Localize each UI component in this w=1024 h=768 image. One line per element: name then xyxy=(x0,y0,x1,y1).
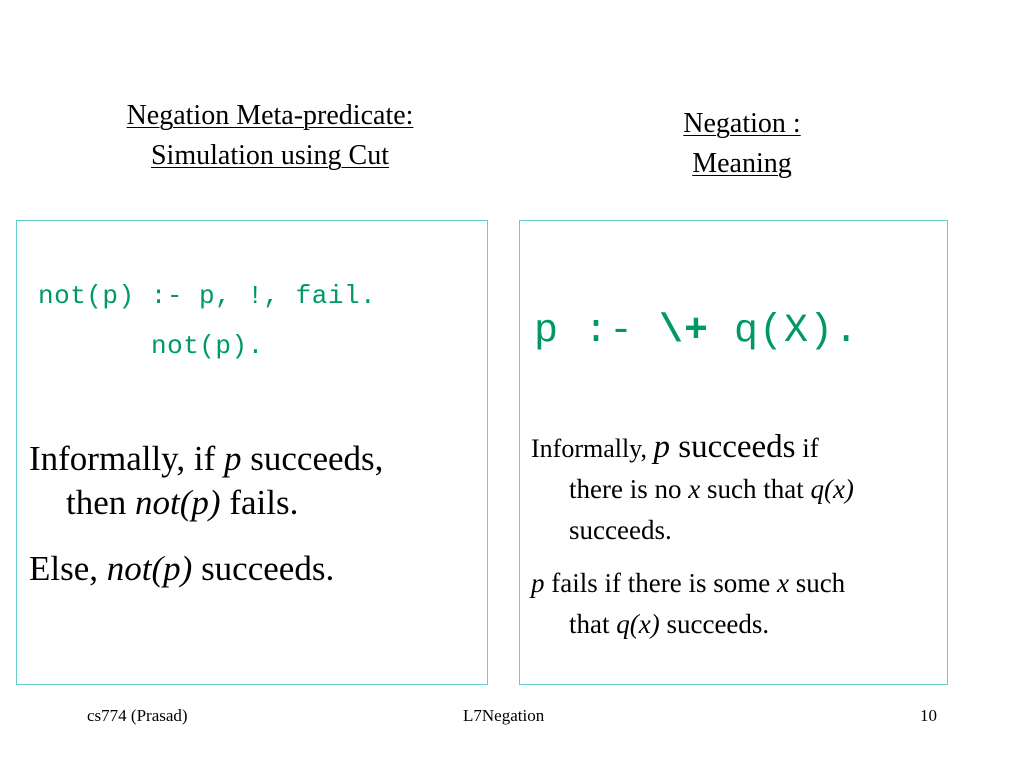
text: there is no xyxy=(569,474,689,504)
text: Informally, if xyxy=(29,439,225,478)
text: x xyxy=(688,474,701,504)
left-paragraph-2 xyxy=(29,547,469,591)
left-content-box xyxy=(16,220,488,685)
negation-operator: \+ xyxy=(659,309,710,354)
text: succeeds. xyxy=(569,515,672,545)
code-line-2: not(p). xyxy=(151,331,264,361)
text: if xyxy=(795,433,819,463)
footer-course: cs774 (Prasad) xyxy=(87,706,188,725)
left-paragraph-1 xyxy=(29,437,469,525)
rule-body: q(X). xyxy=(709,309,860,354)
text: q(x) xyxy=(616,609,660,639)
text: x xyxy=(776,568,789,598)
rule-code xyxy=(534,309,859,354)
text: p xyxy=(531,568,545,598)
right-heading-line1: Negation : xyxy=(683,108,801,139)
text: p xyxy=(653,429,670,465)
right-paragraph-2 xyxy=(531,563,941,645)
footer-page-number: 10 xyxy=(920,706,937,725)
right-paragraph-1 xyxy=(531,427,941,551)
text: succeeds. xyxy=(659,609,770,639)
text: not(p) xyxy=(135,483,221,522)
left-heading-line2: Simulation using Cut xyxy=(150,140,390,171)
text: such that xyxy=(700,474,811,504)
text: succeeds. xyxy=(192,549,335,588)
rule-head: p :- xyxy=(534,309,660,354)
text: Else, xyxy=(29,549,107,588)
text: fails if there is some xyxy=(544,568,777,598)
right-content-box xyxy=(519,220,948,685)
text: q(x) xyxy=(810,474,854,504)
text: then xyxy=(66,483,136,522)
text: fails. xyxy=(220,483,299,522)
text: not(p) xyxy=(106,549,193,588)
code-line-1: not(p) :- p, !, fail. xyxy=(38,281,377,311)
text: Informally, xyxy=(531,434,654,463)
text: succeeds xyxy=(670,429,796,465)
left-heading-line1: Negation Meta-predicate: xyxy=(126,100,414,131)
text: succeeds, xyxy=(241,439,384,478)
footer-title: L7Negation xyxy=(463,706,545,725)
left-heading xyxy=(60,96,480,176)
text: p xyxy=(224,439,242,478)
text: such xyxy=(788,568,846,598)
right-heading-line2: Meaning xyxy=(692,148,792,179)
right-heading xyxy=(600,104,884,184)
text: that xyxy=(569,609,617,639)
